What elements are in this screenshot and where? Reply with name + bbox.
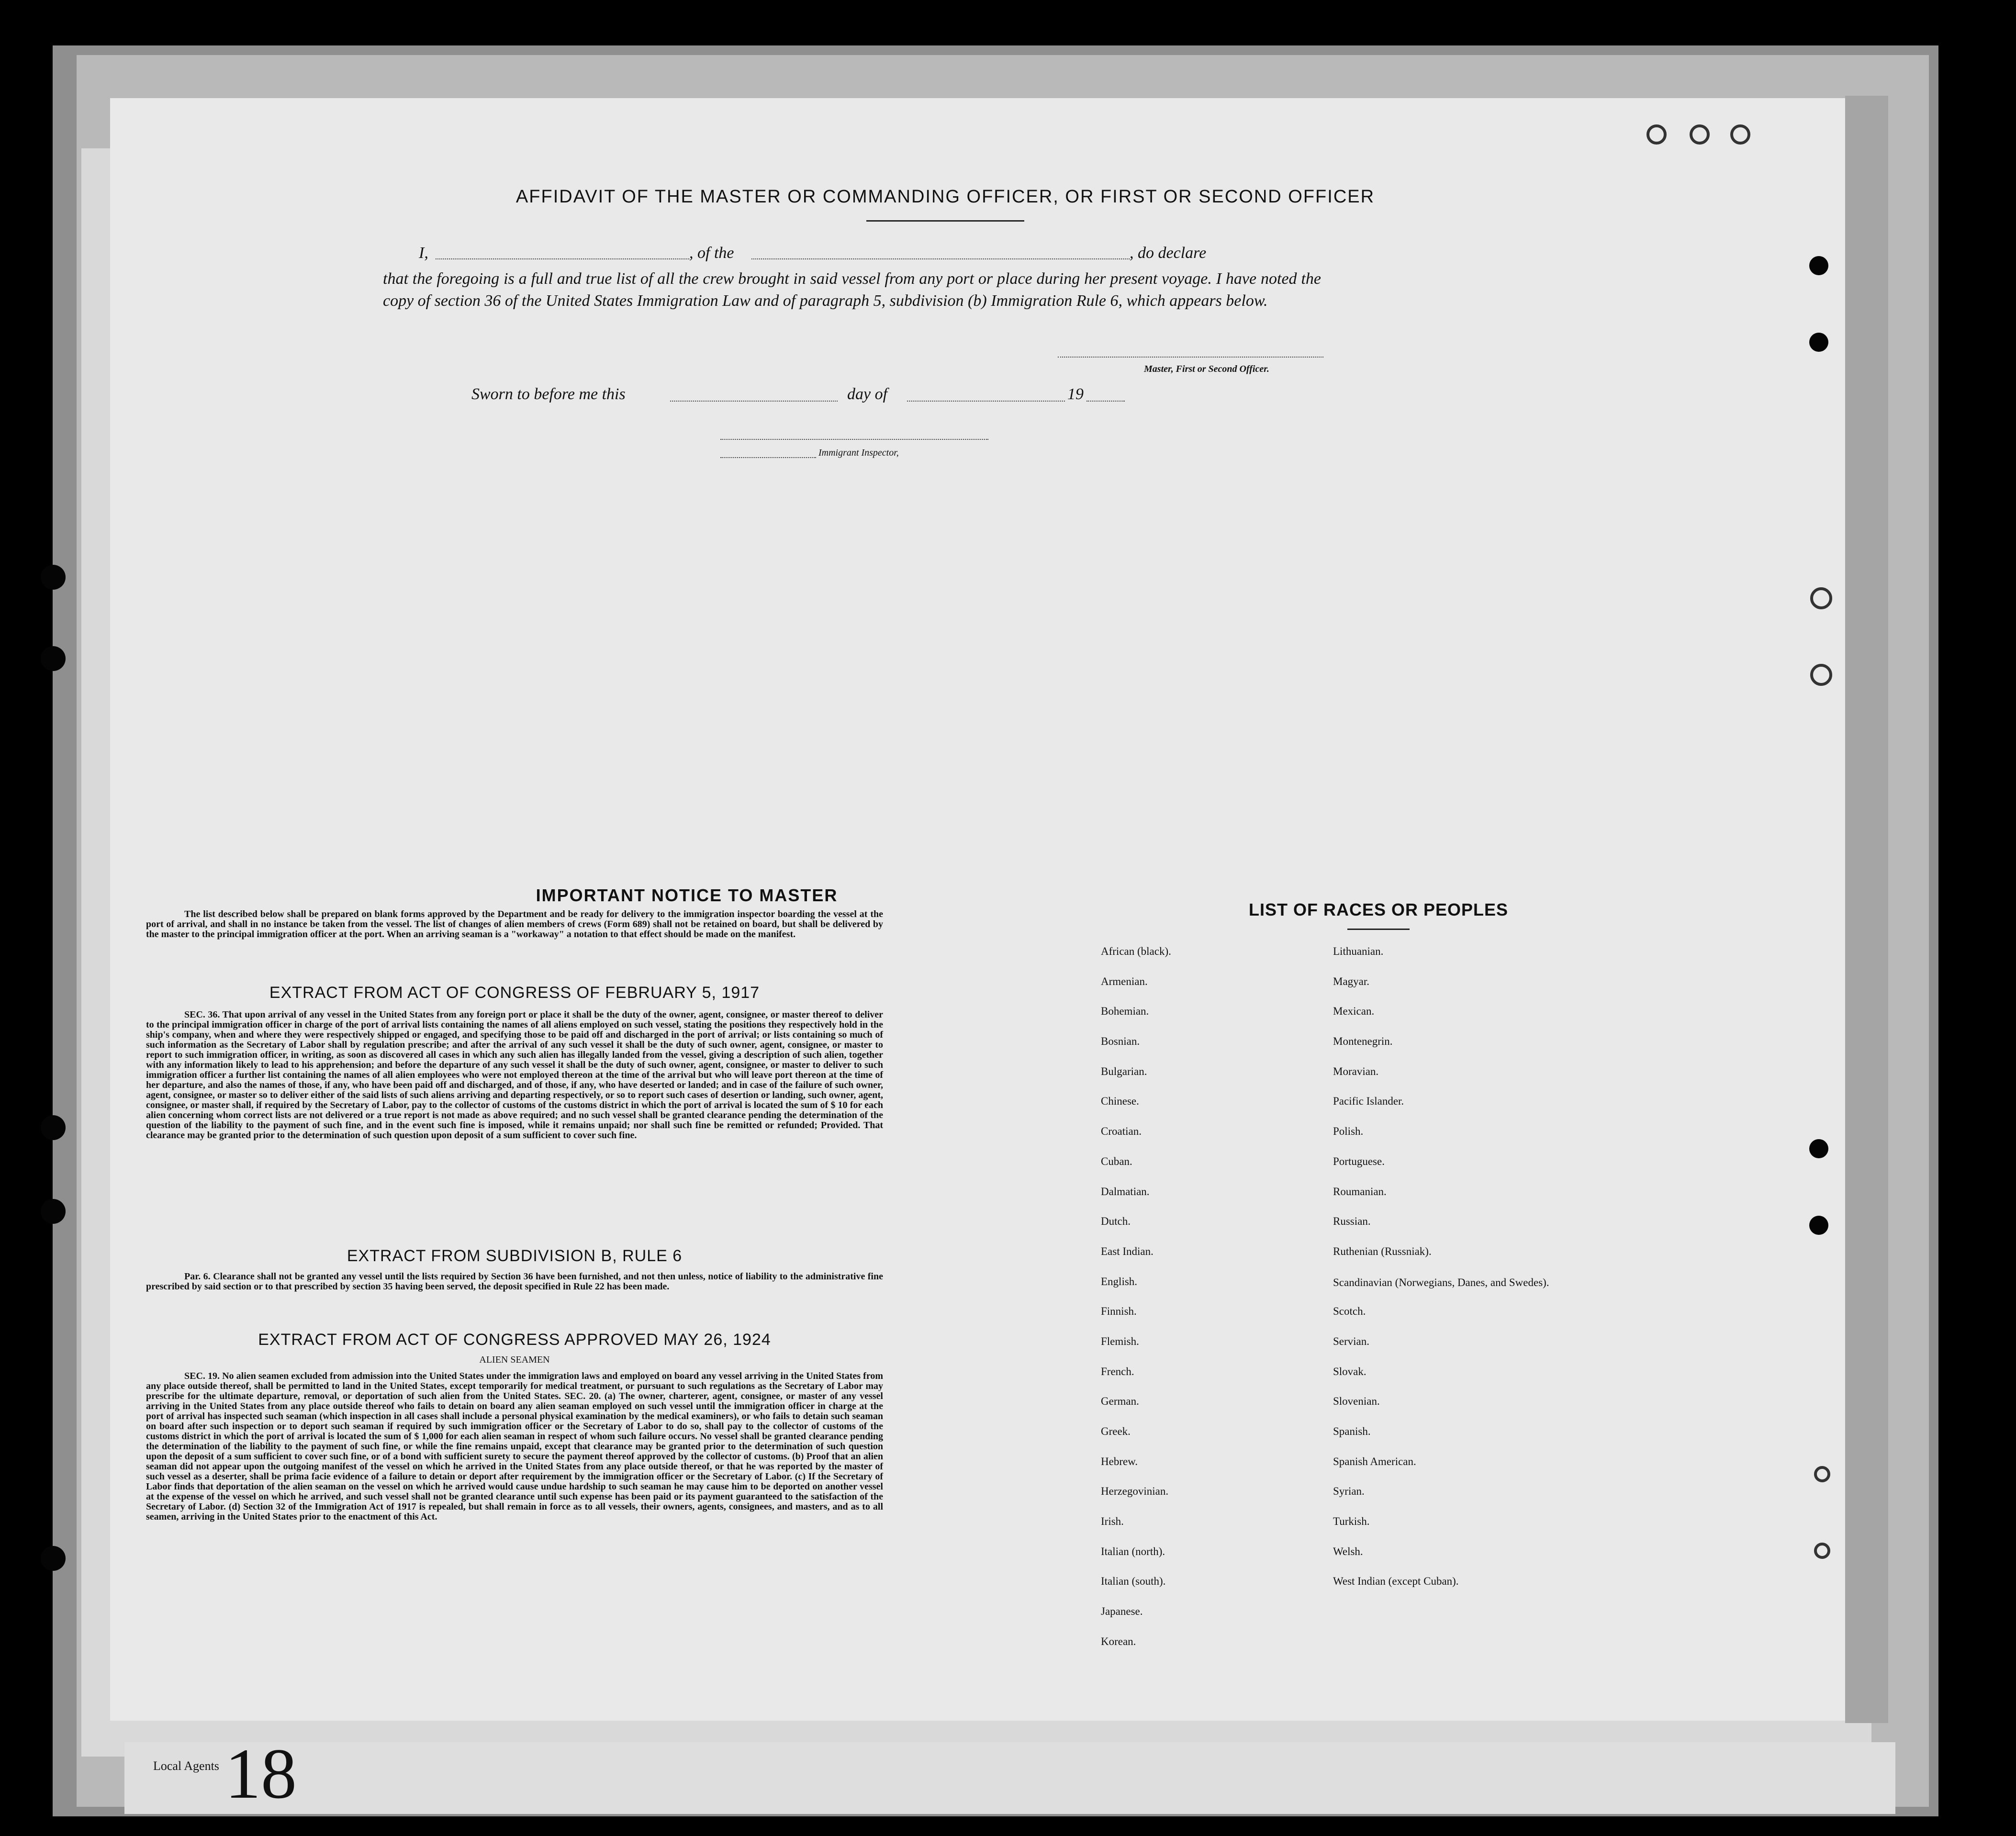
sworn-day-blank	[670, 401, 838, 402]
race-item: Welsh.	[1333, 1545, 1363, 1557]
punch-hole-icon	[41, 1546, 66, 1571]
race-item: Syrian.	[1333, 1485, 1365, 1498]
punch-hole-open-icon	[1814, 1466, 1830, 1482]
extract-1924-title: EXTRACT FROM ACT OF CONGRESS APPROVED MAY 26, 1924	[258, 1331, 771, 1349]
name-blank	[436, 258, 689, 259]
race-item: Finnish.	[1101, 1305, 1137, 1318]
race-item: Bulgarian.	[1101, 1065, 1147, 1077]
notice-title: IMPORTANT NOTICE TO MASTER	[536, 885, 838, 905]
affidavit-title: AFFIDAVIT OF THE MASTER OR COMMANDING OFFICER, OR FIRST OR SECOND OFFICER	[515, 187, 1375, 207]
punch-hole-open-icon	[1810, 664, 1832, 686]
race-item: Greek.	[1101, 1425, 1131, 1437]
race-item: Bohemian.	[1101, 1005, 1149, 1018]
race-item: Pacific Islander.	[1333, 1095, 1404, 1108]
punch-hole-icon	[41, 1115, 66, 1140]
race-item: Mexican.	[1333, 1005, 1375, 1018]
extract-rule6-body: Par. 6. Clearance shall not be granted any vessel until the lists required by Section 36 have been furnished, and not then unless, notice of liability to the administrative fine prescribed by said section or to that prescribed by section 35 having been served, the deposit specified in Rule 22 has been made.	[146, 1271, 883, 1292]
race-item: Armenian.	[1101, 975, 1148, 987]
race-item: Roumanian.	[1333, 1185, 1387, 1198]
punch-hole-open-icon	[1646, 124, 1667, 145]
race-item: Chinese.	[1101, 1095, 1139, 1108]
extract-1917-title: EXTRACT FROM ACT OF CONGRESS OF FEBRUARY 5, 1917	[269, 984, 760, 1002]
races-title: LIST OF RACES OR PEOPLES	[1248, 900, 1509, 919]
inspector-name-blank	[720, 457, 816, 458]
race-item: Cuban.	[1101, 1155, 1132, 1167]
local-agents-label: Local Agents	[153, 1759, 219, 1773]
affidavit-paragraph: that the foregoing is a full and true list of all the crew brought in said vessel from any port or place during her present voyage. I have noted the copy of section 36 of the United States Immigration Law and of paragraph 5, subdivision (b) Immigration Rule 6, which appears below.	[383, 270, 1321, 310]
sworn-year-blank	[1086, 401, 1125, 402]
race-item: Slovak.	[1333, 1365, 1366, 1377]
document-page	[110, 98, 1845, 1721]
punch-hole-icon	[41, 565, 66, 590]
sworn-prefix: Sworn to before me this	[471, 385, 626, 403]
punch-hole-open-icon	[1810, 587, 1832, 609]
sworn-day-of: day of	[847, 385, 888, 403]
race-item: Scotch.	[1333, 1305, 1366, 1318]
race-item: English.	[1101, 1275, 1138, 1287]
punch-hole-open-icon	[1690, 124, 1710, 145]
race-item: Herzegovinian.	[1101, 1485, 1169, 1498]
race-item: Flemish.	[1101, 1335, 1139, 1347]
punch-hole-icon	[1809, 1216, 1828, 1235]
sworn-year: 19	[1067, 385, 1084, 403]
affidavit-i: I,	[419, 244, 428, 262]
race-item: African (black).	[1101, 945, 1171, 957]
title-underline	[866, 220, 1024, 222]
race-item: Polish.	[1333, 1125, 1364, 1138]
punch-hole-icon	[1809, 333, 1828, 352]
race-item: Irish.	[1101, 1515, 1124, 1528]
race-item: Turkish.	[1333, 1515, 1370, 1528]
race-item: Hebrew.	[1101, 1455, 1138, 1467]
inspector-caption: Immigrant Inspector,	[818, 448, 899, 458]
race-item: French.	[1101, 1365, 1134, 1377]
sworn-month-blank	[907, 401, 1065, 402]
affidavit-of-the: , of the	[689, 244, 734, 262]
extract-1924-body: SEC. 19. No alien seamen excluded from admission into the United States under the immigration laws and employed on board any vessel arriving in the United States from any place outside thereof, shall be permitted to land in the United States, except temporarily for medical treatment, or pursuant to such regulations as the Secretary of Labor may prescribe for the ultimate departure, removal, or deportation of such alien from the United States. SEC. 20. (a) The owner, charterer, agent, consignee, or master of any vessel arriving in the United States from any place outside thereof who fails to detain on board any alien seaman employed on such vessel until the immigration officer in charge at the port of arrival has inspected such seaman (which inspection in all cases shall include a personal physical examination by the medical examiners), or who fails to detain such seaman on board after such inspection or to deport such seaman if required by such immigration officer or the Secretary of Labor to do so, shall pay to the collector of customs of the customs district in which the port of arrival is located the sum of $ 1,000 for each alien seaman in respect of whom such failure occurs. No vessel shall be granted clearance pending the determination of the liability to the payment of such fine, or while the fine remains unpaid, except that clearance may be granted prior to the determination of such question upon the deposit of a sum sufficient to cover such fine, or of a bond with sufficient surety to secure the payment thereof approved by the collector of customs. (b) Proof that an alien seaman did not appear upon the outgoing manifest of the vessel on which he arrived in the United States from any place outside thereof, or that he was reported by the master of such vessel as a deserter, shall be prima facie evidence of a failure to detain or deport after requirement by the immigration officer or the Secretary of Labor. (c) If the Secretary of Labor finds that deportation of the alien seaman on the vessel on which he arrived would cause undue hardship to such seaman he may cause him to be deported on another vessel at the expense of the vessel on which he arrived, and such vessel shall not be granted clearance until such expense has been paid or its payment guaranteed to the satisfaction of the Secretary of Labor. (d) Section 32 of the Immigration Act of 1917 is repealed, but shall remain in force as to all vessels, their owners, agents, consignees, and masters, and as to all seamen, arriving in the United States prior to the enactment of this Act.	[146, 1371, 883, 1522]
race-item: East Indian.	[1101, 1245, 1154, 1257]
page-edge-shadow	[1845, 96, 1888, 1723]
race-item: Bosnian.	[1101, 1035, 1140, 1048]
race-item: Spanish.	[1333, 1425, 1371, 1437]
race-item: Spanish American.	[1333, 1455, 1416, 1467]
races-title-underline	[1347, 929, 1410, 930]
alien-seamen-subtitle: ALIEN SEAMEN	[479, 1355, 550, 1365]
race-item: Portuguese.	[1333, 1155, 1385, 1167]
punch-hole-icon	[41, 646, 66, 671]
race-item: Magyar.	[1333, 975, 1370, 987]
punch-hole-open-icon	[1730, 124, 1750, 145]
race-item: Korean.	[1101, 1635, 1136, 1647]
extract-rule6-title: EXTRACT FROM SUBDIVISION B, RULE 6	[347, 1247, 683, 1265]
race-item: Italian (north).	[1101, 1545, 1165, 1557]
extract-1917-body: SEC. 36. That upon arrival of any vessel in the United States from any foreign port or place it shall be the duty of the owner, agent, consignee, or master thereof to deliver to the principal immigration officer in charge of the port of arrival lists containing the names of all aliens employed on such vessel, stating the positions they respectively hold in the ship's company, when and where they were respectively shipped or engaged, and specifying those to be paid off and discharged in the port of arrival; or lists containing so much of such information as the Secretary of Labor shall by regulation prescribe; and after the arrival of any such vessel it shall be the duty of such owner, agent, consignee, or master to report to such immigration officer, in writing, as soon as discovered all cases in which any such alien has illegally landed from the vessel, giving a description of such alien, together with any information likely to lead to his apprehension; and before the departure of any such vessel it shall be the duty of such owner, agent, consignee, or master to deliver to such immigration officer a further list containing the names of all alien employees who were not employed thereon at the time of the arrival but who will leave port thereon at the time of her departure, and also the names of those, if any, who have been paid off and discharged, and of those, if any, who have deserted or landed; and in case of the failure of such owner, agent, consignee, or master so to deliver either of the said lists of such aliens arriving and departing respectively, or so to report such cases of desertion or landing, such owner, agent, consignee, or master shall, if required by the Secretary of Labor, pay to the collector of customs of the customs district in which the port of arrival is located the sum of $ 10 for each alien concerning whom correct lists are not delivered or a true report is not made as above required; and no such vessel shall be granted clearance pending the determination of the question of the liability to the payment of such fine, and in the event such fine is imposed, while it remains unpaid; nor shall such fine be remitted or refunded; Provided. That clearance may be granted prior to the determination of such question upon deposit of a sum sufficient to cover such fine.	[146, 1009, 883, 1141]
race-item: Servian.	[1333, 1335, 1370, 1347]
vessel-blank	[751, 258, 1130, 259]
race-item: Croatian.	[1101, 1125, 1142, 1138]
punch-hole-icon	[1809, 256, 1828, 275]
race-item: Dutch.	[1101, 1215, 1131, 1228]
race-item: Moravian.	[1333, 1065, 1379, 1077]
affidavit-do-declare: , do declare	[1130, 244, 1207, 262]
notice-body: The list described below shall be prepared on blank forms approved by the Department and be ready for delivery to the immigration inspector boarding the vessel at the port of arrival, and shall in no instance be taken from the vessel. The list of changes of alien members of crews (Form 689) shall not be retained on board, but shall be delivered by the master to the principal immigration officer at the port. When an arriving seaman is a "workaway" a notation to that effect should be made on the manifest.	[146, 909, 883, 940]
signature-caption: Master, First or Second Officer.	[1144, 364, 1269, 374]
punch-hole-open-icon	[1814, 1543, 1830, 1559]
race-item: Russian.	[1333, 1215, 1371, 1228]
inspector-signature-blank	[720, 439, 988, 440]
races-column-1	[1101, 945, 1307, 1666]
race-item: Ruthenian (Russniak).	[1333, 1245, 1432, 1257]
race-item: Lithuanian.	[1333, 945, 1384, 957]
races-column-2	[1333, 945, 1572, 1605]
race-item: Slovenian.	[1333, 1395, 1380, 1408]
race-item: Dalmatian.	[1101, 1185, 1150, 1198]
handwritten-page-number: 18	[225, 1734, 297, 1814]
signature-blank	[1058, 357, 1323, 358]
race-item: Montenegrin.	[1333, 1035, 1393, 1048]
punch-hole-icon	[1809, 1139, 1828, 1158]
footer-strip	[124, 1734, 1895, 1814]
race-item: West Indian (except Cuban).	[1333, 1575, 1459, 1588]
race-item: Scandinavian (Norwegians, Danes, and Swedes).	[1333, 1276, 1549, 1288]
race-item: German.	[1101, 1395, 1139, 1408]
race-item: Japanese.	[1101, 1605, 1143, 1618]
race-item: Italian (south).	[1101, 1575, 1166, 1588]
punch-hole-icon	[41, 1199, 66, 1224]
